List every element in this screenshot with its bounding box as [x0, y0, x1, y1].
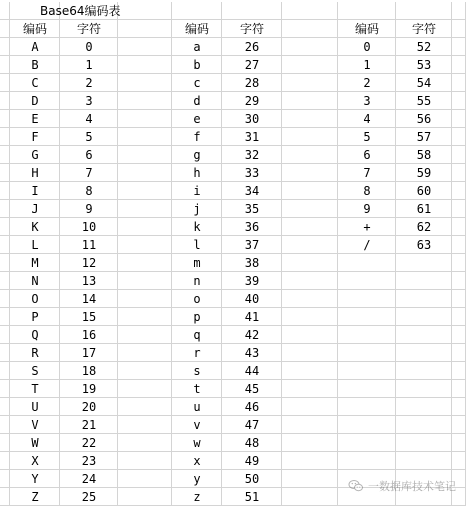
table-row [0, 362, 466, 380]
char-cell: 62 [416, 220, 432, 234]
code-cell: x [193, 454, 201, 468]
code-cell: j [193, 202, 201, 216]
table-row [0, 416, 466, 434]
char-cell: 35 [244, 202, 260, 216]
char-cell: 15 [81, 310, 97, 324]
char-cell: 26 [244, 40, 260, 54]
code-cell: 4 [363, 112, 371, 126]
code-cell: c [193, 76, 201, 90]
code-cell: a [193, 40, 201, 54]
code-cell: 1 [363, 58, 371, 72]
code-cell: A [31, 40, 39, 54]
char-cell: 32 [244, 148, 260, 162]
table-row [0, 344, 466, 362]
char-cell: 57 [416, 130, 432, 144]
code-header: 编码 [22, 22, 47, 36]
char-cell: 14 [81, 292, 97, 306]
char-cell: 63 [416, 238, 432, 252]
code-cell: 2 [363, 76, 371, 90]
code-header: 编码 [354, 22, 379, 36]
code-cell: X [31, 454, 39, 468]
char-cell: 61 [416, 202, 432, 216]
table-row [0, 182, 466, 200]
code-cell: L [31, 238, 39, 252]
char-cell: 42 [244, 328, 260, 342]
table-row [0, 236, 466, 254]
char-cell: 17 [81, 346, 97, 360]
table-row [0, 92, 466, 110]
code-cell: G [31, 148, 39, 162]
code-cell: h [193, 166, 201, 180]
code-cell: U [31, 400, 39, 414]
code-cell: n [193, 274, 201, 288]
code-cell: 3 [363, 94, 371, 108]
char-cell: 22 [81, 436, 97, 450]
char-cell: 54 [416, 76, 432, 90]
code-cell: b [193, 58, 201, 72]
code-cell: H [31, 166, 39, 180]
code-cell: i [193, 184, 201, 198]
char-cell: 39 [244, 274, 260, 288]
char-cell: 34 [244, 184, 260, 198]
char-cell: 23 [81, 454, 97, 468]
table-row [0, 110, 466, 128]
code-cell: K [31, 220, 39, 234]
char-cell: 1 [85, 58, 93, 72]
char-cell: 29 [244, 94, 260, 108]
code-cell: J [31, 202, 39, 216]
char-cell: 60 [416, 184, 432, 198]
code-cell: T [31, 382, 39, 396]
table-row [0, 56, 466, 74]
code-cell: v [193, 418, 201, 432]
char-cell: 56 [416, 112, 432, 126]
code-cell: s [193, 364, 201, 378]
char-cell: 53 [416, 58, 432, 72]
char-cell: 51 [244, 490, 260, 504]
table-row [0, 452, 466, 470]
char-cell: 21 [81, 418, 97, 432]
code-cell: 9 [363, 202, 371, 216]
char-cell: 28 [244, 76, 260, 90]
char-header: 字符 [76, 22, 101, 36]
code-cell: 0 [363, 40, 371, 54]
watermark-text: 一数据库技术笔记 [368, 480, 456, 493]
char-cell: 47 [244, 418, 260, 432]
grid-cell [396, 2, 452, 20]
char-cell: 52 [416, 40, 432, 54]
grid-cell [172, 2, 222, 20]
code-cell: W [31, 436, 39, 450]
char-cell: 2 [85, 76, 93, 90]
char-cell: 33 [244, 166, 260, 180]
char-cell: 50 [244, 472, 260, 486]
code-cell: V [31, 418, 39, 432]
char-cell: 0 [85, 40, 93, 54]
char-cell: 6 [85, 148, 93, 162]
code-cell: m [193, 256, 201, 270]
char-cell: 59 [416, 166, 432, 180]
char-cell: 31 [244, 130, 260, 144]
code-cell: g [193, 148, 201, 162]
char-cell: 9 [85, 202, 93, 216]
code-cell: D [31, 94, 39, 108]
char-cell: 44 [244, 364, 260, 378]
char-cell: 38 [244, 256, 260, 270]
char-cell: 37 [244, 238, 260, 252]
grid-cell [0, 2, 10, 20]
code-cell: + [363, 220, 371, 234]
code-cell: P [31, 310, 39, 324]
wechat-icon [348, 478, 364, 494]
grid-cell [282, 2, 338, 20]
char-cell: 27 [244, 58, 260, 72]
code-cell: Z [31, 490, 39, 504]
char-cell: 41 [244, 310, 260, 324]
table-row [0, 434, 466, 452]
watermark [348, 478, 456, 494]
grid-cell [222, 2, 282, 20]
char-cell: 8 [85, 184, 93, 198]
char-cell: 7 [85, 166, 93, 180]
char-cell: 43 [244, 346, 260, 360]
code-cell: Q [31, 328, 39, 342]
code-cell: E [31, 112, 39, 126]
code-cell: / [363, 238, 371, 252]
code-cell: p [193, 310, 201, 324]
code-cell: N [31, 274, 39, 288]
code-cell: z [193, 490, 201, 504]
code-cell: 8 [363, 184, 371, 198]
char-cell: 25 [81, 490, 97, 504]
code-cell: F [31, 130, 39, 144]
char-cell: 49 [244, 454, 260, 468]
code-header: 编码 [184, 22, 209, 36]
grid-cell [452, 2, 466, 20]
table-row [0, 398, 466, 416]
table-row [0, 326, 466, 344]
table-title: Base64编码表 [40, 4, 121, 18]
char-header: 字符 [411, 22, 436, 36]
char-cell: 12 [81, 256, 97, 270]
char-cell: 11 [81, 238, 97, 252]
code-cell: R [31, 346, 39, 360]
table-row [0, 200, 466, 218]
char-cell: 24 [81, 472, 97, 486]
char-cell: 30 [244, 112, 260, 126]
char-cell: 40 [244, 292, 260, 306]
code-cell: I [31, 184, 39, 198]
table-row [0, 74, 466, 92]
table-row [0, 308, 466, 326]
table-row [0, 380, 466, 398]
code-cell: k [193, 220, 201, 234]
code-cell: u [193, 400, 201, 414]
grid-cell [118, 2, 172, 20]
grid-cell [338, 2, 396, 20]
code-cell: O [31, 292, 39, 306]
char-cell: 13 [81, 274, 97, 288]
code-cell: q [193, 328, 201, 342]
code-cell: 7 [363, 166, 371, 180]
table-row [0, 38, 466, 56]
char-header: 字符 [239, 22, 264, 36]
code-cell: d [193, 94, 201, 108]
code-cell: 6 [363, 148, 371, 162]
code-cell: f [193, 130, 201, 144]
char-cell: 19 [81, 382, 97, 396]
char-cell: 36 [244, 220, 260, 234]
code-cell: C [31, 76, 39, 90]
code-cell: 5 [363, 130, 371, 144]
header-row [0, 20, 466, 38]
code-cell: B [31, 58, 39, 72]
code-cell: t [193, 382, 201, 396]
table-row [0, 128, 466, 146]
code-cell: Y [31, 472, 39, 486]
code-cell: M [31, 256, 39, 270]
char-cell: 55 [416, 94, 432, 108]
table-row [0, 272, 466, 290]
code-cell: e [193, 112, 201, 126]
code-cell: S [31, 364, 39, 378]
char-cell: 4 [85, 112, 93, 126]
char-cell: 5 [85, 130, 93, 144]
table-row [0, 146, 466, 164]
table-row [0, 290, 466, 308]
table-row [0, 164, 466, 182]
code-cell: l [193, 238, 201, 252]
char-cell: 20 [81, 400, 97, 414]
char-cell: 3 [85, 94, 93, 108]
char-cell: 46 [244, 400, 260, 414]
code-cell: o [193, 292, 201, 306]
code-cell: w [193, 436, 201, 450]
code-cell: y [193, 472, 201, 486]
char-cell: 18 [81, 364, 97, 378]
char-cell: 16 [81, 328, 97, 342]
char-cell: 10 [81, 220, 97, 234]
code-cell: r [193, 346, 201, 360]
char-cell: 45 [244, 382, 260, 396]
table-row [0, 218, 466, 236]
char-cell: 48 [244, 436, 260, 450]
table-row [0, 254, 466, 272]
char-cell: 58 [416, 148, 432, 162]
